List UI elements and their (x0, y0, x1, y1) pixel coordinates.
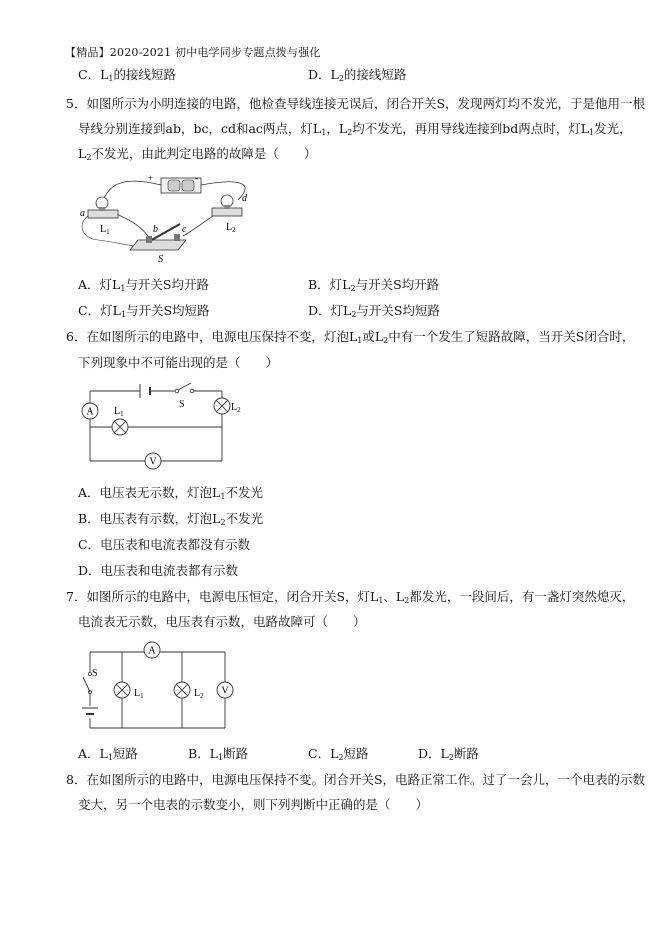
q7-stem-line1: 7．如图所示的电路中，电源电压恒定，闭合开关S，灯$L_1$、$L_2$都发光，一段间后，有一盏灯突然熄灭， (66, 589, 635, 605)
lamp-l1-icon (88, 197, 118, 218)
q7-option-a: A．$L_1$短路 (78, 746, 138, 762)
q8-stem-line1: 8．在如图所示的电路中，电源电压保持不变。闭合开关S，电路正常工作。过了一会儿，一个电表的示数 (66, 772, 646, 787)
label-s: S (158, 254, 163, 265)
label-l2: $L_2$ (231, 402, 241, 414)
battery-icon (140, 384, 150, 398)
q7-option-b: B．$L_1$断路 (188, 746, 249, 762)
q6-option-a: A．电压表无示数，灯泡$L_1$不发光 (78, 485, 263, 501)
label-a: a (80, 208, 85, 219)
q5-option-d: D．灯$L_2$与开关S均短路 (308, 303, 440, 319)
label-l2: $L_2$ (226, 222, 236, 234)
label-c: c (182, 224, 187, 235)
q6-option-d: D．电压表和电流表都有示数 (78, 563, 239, 578)
lamp-l2-icon (214, 398, 230, 414)
battery-minus-label: - (195, 173, 198, 183)
lamp-l1-icon (112, 419, 128, 435)
q6-circuit-figure (78, 377, 253, 472)
label-s: S (179, 399, 185, 410)
q6-stem-line2: 下列现象中不可能出现的是（ ） (78, 355, 279, 370)
lamp-l2-icon (212, 195, 242, 216)
label-l1: $L_1$ (114, 406, 124, 418)
page-header: 【精品】2020-2021 初中电学同步专题点拨与强化 (65, 46, 321, 59)
q5-stem-line2: 导线分别连接到ab，bc，cd和ac两点，灯$L_1$，$L_2$均不发光，再用导线连接到bd两点时，灯$L_1$发光， (78, 121, 632, 137)
q5-option-a: A．灯$L_1$与开关S均开路 (78, 277, 209, 293)
switch-s-icon (175, 383, 194, 393)
label-l2: $L_2$ (194, 688, 204, 700)
q4-option-d: D．$L_2$的接线短路 (308, 67, 407, 83)
battery-plus-label: + (148, 173, 154, 183)
q7-option-c: C．$L_2$短路 (308, 746, 369, 762)
lamp-l2-icon (174, 682, 190, 698)
q4-option-c: C．$L_1$的接线短路 (78, 67, 176, 83)
q6-stem-line1: 6．在如图所示的电路中，电源电压保持不变，灯泡$L_1$或$L_2$中有一个发生了短路故障，当开关S闭合时， (66, 329, 635, 345)
voltmeter-label: V (221, 685, 229, 697)
q7-circuit-figure (78, 636, 238, 736)
q8-stem-line2: 变大，另一个电表的示数变小，则下列判断中正确的是（ ） (78, 797, 429, 812)
q7-option-d: D．$L_2$断路 (418, 746, 479, 762)
q5-stem-line3: $L_2$不发光，由此判定电路的故障是（ ） (78, 146, 317, 162)
q5-stem-line1: 5．如图所示为小明连接的电路，他检查导线连接无误后，闭合开关S，发现两灯均不发光，于是他用一根 (66, 96, 646, 111)
q6-option-c: C．电压表和电流表都没有示数 (78, 537, 251, 552)
ammeter-label: A (148, 645, 156, 657)
label-d: d (242, 193, 247, 204)
q6-option-b: B．电压表有示数，灯泡$L_2$不发光 (78, 511, 264, 527)
q5-circuit-figure (78, 168, 258, 263)
battery-icon (82, 706, 98, 718)
voltmeter-label: V (149, 456, 157, 468)
switch-s-icon (130, 224, 186, 250)
label-l1: $L_1$ (100, 224, 110, 236)
label-l1: $L_1$ (134, 688, 144, 700)
q7-stem-line2: 电流表无示数，电压表有示数，电路故障可（ ） (78, 614, 366, 629)
lamp-l1-icon (114, 682, 130, 698)
q5-option-b: B．灯$L_2$与开关S均开路 (308, 277, 440, 293)
ammeter-label: A (86, 406, 94, 418)
q5-option-c: C．灯$L_1$与开关S均短路 (78, 303, 210, 319)
label-s: S (92, 668, 98, 679)
label-b: b (153, 224, 158, 235)
